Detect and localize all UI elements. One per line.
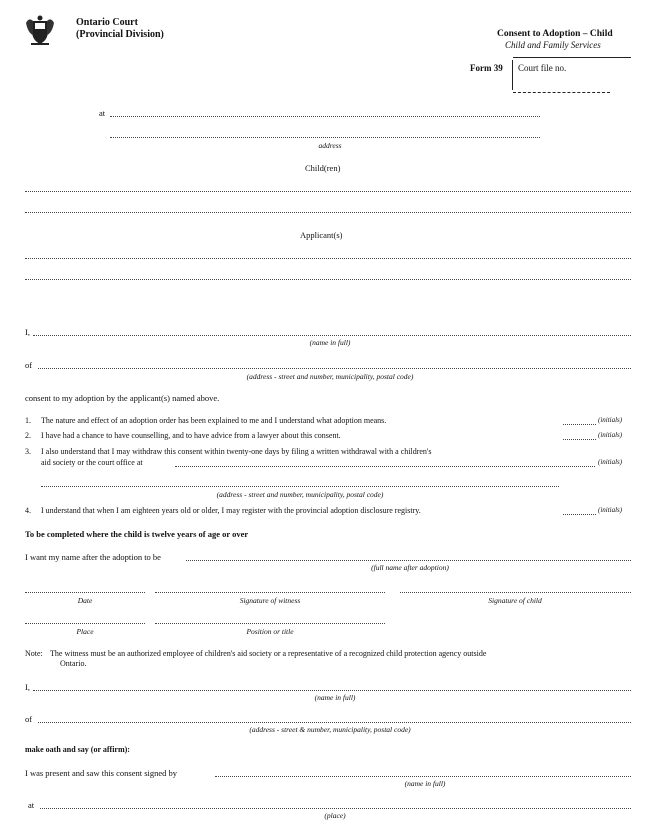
affidavit-at-label: at — [28, 800, 35, 810]
court-address-line-2[interactable] — [110, 137, 540, 138]
court-file-field[interactable] — [513, 92, 610, 93]
form-number: Form 39 — [470, 63, 503, 73]
form-subtitle: Child and Family Services — [505, 40, 601, 50]
consenter-address-field[interactable] — [38, 368, 631, 369]
item-3-address-field[interactable] — [41, 486, 559, 487]
court-name: Ontario Court — [76, 17, 138, 28]
of-label: of — [25, 360, 33, 370]
present-text: I was present and saw this consent signed by — [25, 768, 178, 778]
consent-text: consent to my adoption by the applicant(s) named above. — [25, 393, 220, 403]
twelve-heading: To be completed where the child is twelve years of age or over — [25, 529, 249, 539]
item-2-initials-caption: (initials) — [598, 431, 623, 439]
item-2-initials-field[interactable] — [563, 439, 596, 440]
consenter-name-field[interactable] — [33, 335, 631, 336]
item-3-address-caption: (address - street and number, municipality, postal code) — [216, 490, 384, 499]
item-1-number: 1. — [25, 416, 31, 425]
child-signature-field[interactable] — [400, 592, 631, 593]
signer-name-caption: (name in full) — [404, 779, 446, 788]
position-field[interactable] — [155, 623, 385, 624]
note-text-continued: Ontario. — [60, 659, 87, 668]
witness-signature-field[interactable] — [155, 592, 385, 593]
item-3-number: 3. — [25, 447, 31, 456]
at-label: at — [99, 108, 106, 118]
oath-text: make oath and say (or affirm): — [25, 745, 130, 754]
court-division: (Provincial Division) — [76, 29, 164, 40]
court-file-box-left — [512, 60, 513, 90]
item-1-initials-caption: (initials) — [598, 416, 623, 424]
child-signature-caption: Signature of child — [488, 596, 542, 605]
child-line-1[interactable] — [25, 191, 631, 192]
children-heading: Child(ren) — [305, 163, 341, 173]
item-1-initials-field[interactable] — [563, 424, 596, 425]
witness-name-field[interactable] — [33, 690, 631, 691]
item-3-text-continued: aid society or the court office at — [41, 458, 143, 467]
position-caption: Position or title — [246, 627, 294, 636]
child-line-2[interactable] — [25, 212, 631, 213]
applicant-line-1[interactable] — [25, 258, 631, 259]
signer-name-field[interactable] — [215, 776, 631, 777]
item-2-number: 2. — [25, 431, 31, 440]
header-rule — [513, 57, 631, 58]
date-field[interactable] — [25, 592, 145, 593]
name-after-adoption-caption: (full name after adoption) — [371, 563, 449, 572]
item-3-text: I also understand that I may withdraw this consent within twenty-one days by filing a written withdrawal with a children's — [41, 447, 432, 456]
note-label: Note: — [25, 649, 43, 658]
item-2-text: I have had a chance to have counselling, and to have advice from a lawyer about this consent. — [41, 431, 341, 440]
date-caption: Date — [77, 596, 93, 605]
witness-signature-caption: Signature of witness — [239, 596, 301, 605]
court-file-label: Court file no. — [518, 63, 567, 73]
affidavit-i-label: I, — [25, 682, 30, 692]
place-field[interactable] — [25, 623, 145, 624]
item-3-initials-caption: (initials) — [598, 458, 623, 466]
i-label: I, — [25, 327, 30, 337]
signing-place-caption: (place) — [324, 811, 346, 820]
item-4-initials-field[interactable] — [563, 514, 596, 515]
form-title: Consent to Adoption – Child — [497, 29, 613, 39]
court-address-line-1[interactable] — [110, 116, 540, 117]
applicant-line-2[interactable] — [25, 279, 631, 280]
item-4-text: I understand that when I am eighteen years old or older, I may register with the provincial adoption disclosure registry. — [41, 506, 421, 515]
item-3-court-office-field[interactable] — [175, 466, 595, 467]
name-after-adoption-field[interactable] — [186, 560, 631, 561]
item-4-number: 4. — [25, 506, 31, 515]
consenter-address-caption: (address - street and number, municipality, postal code) — [246, 372, 414, 381]
note-text: The witness must be an authorized employee of children's aid society or a representative of a recognized child protection agency outside — [50, 649, 487, 658]
item-4-initials-caption: (initials) — [598, 506, 623, 514]
place-caption: Place — [76, 627, 94, 636]
affidavit-of-label: of — [25, 714, 33, 724]
witness-address-caption: (address - street & number, municipality, postal code) — [249, 725, 411, 734]
witness-address-field[interactable] — [38, 722, 631, 723]
applicants-heading: Applicant(s) — [300, 230, 343, 240]
address-caption: address — [318, 141, 342, 150]
witness-name-caption: (name in full) — [314, 693, 356, 702]
name-caption: (name in full) — [309, 338, 351, 347]
item-1-text: The nature and effect of an adoption order has been explained to me and I understand what adoption means. — [41, 416, 387, 425]
signing-place-field[interactable] — [40, 808, 631, 809]
coat-of-arms-icon — [22, 15, 58, 49]
name-after-adoption-text: I want my name after the adoption to be — [25, 552, 161, 562]
